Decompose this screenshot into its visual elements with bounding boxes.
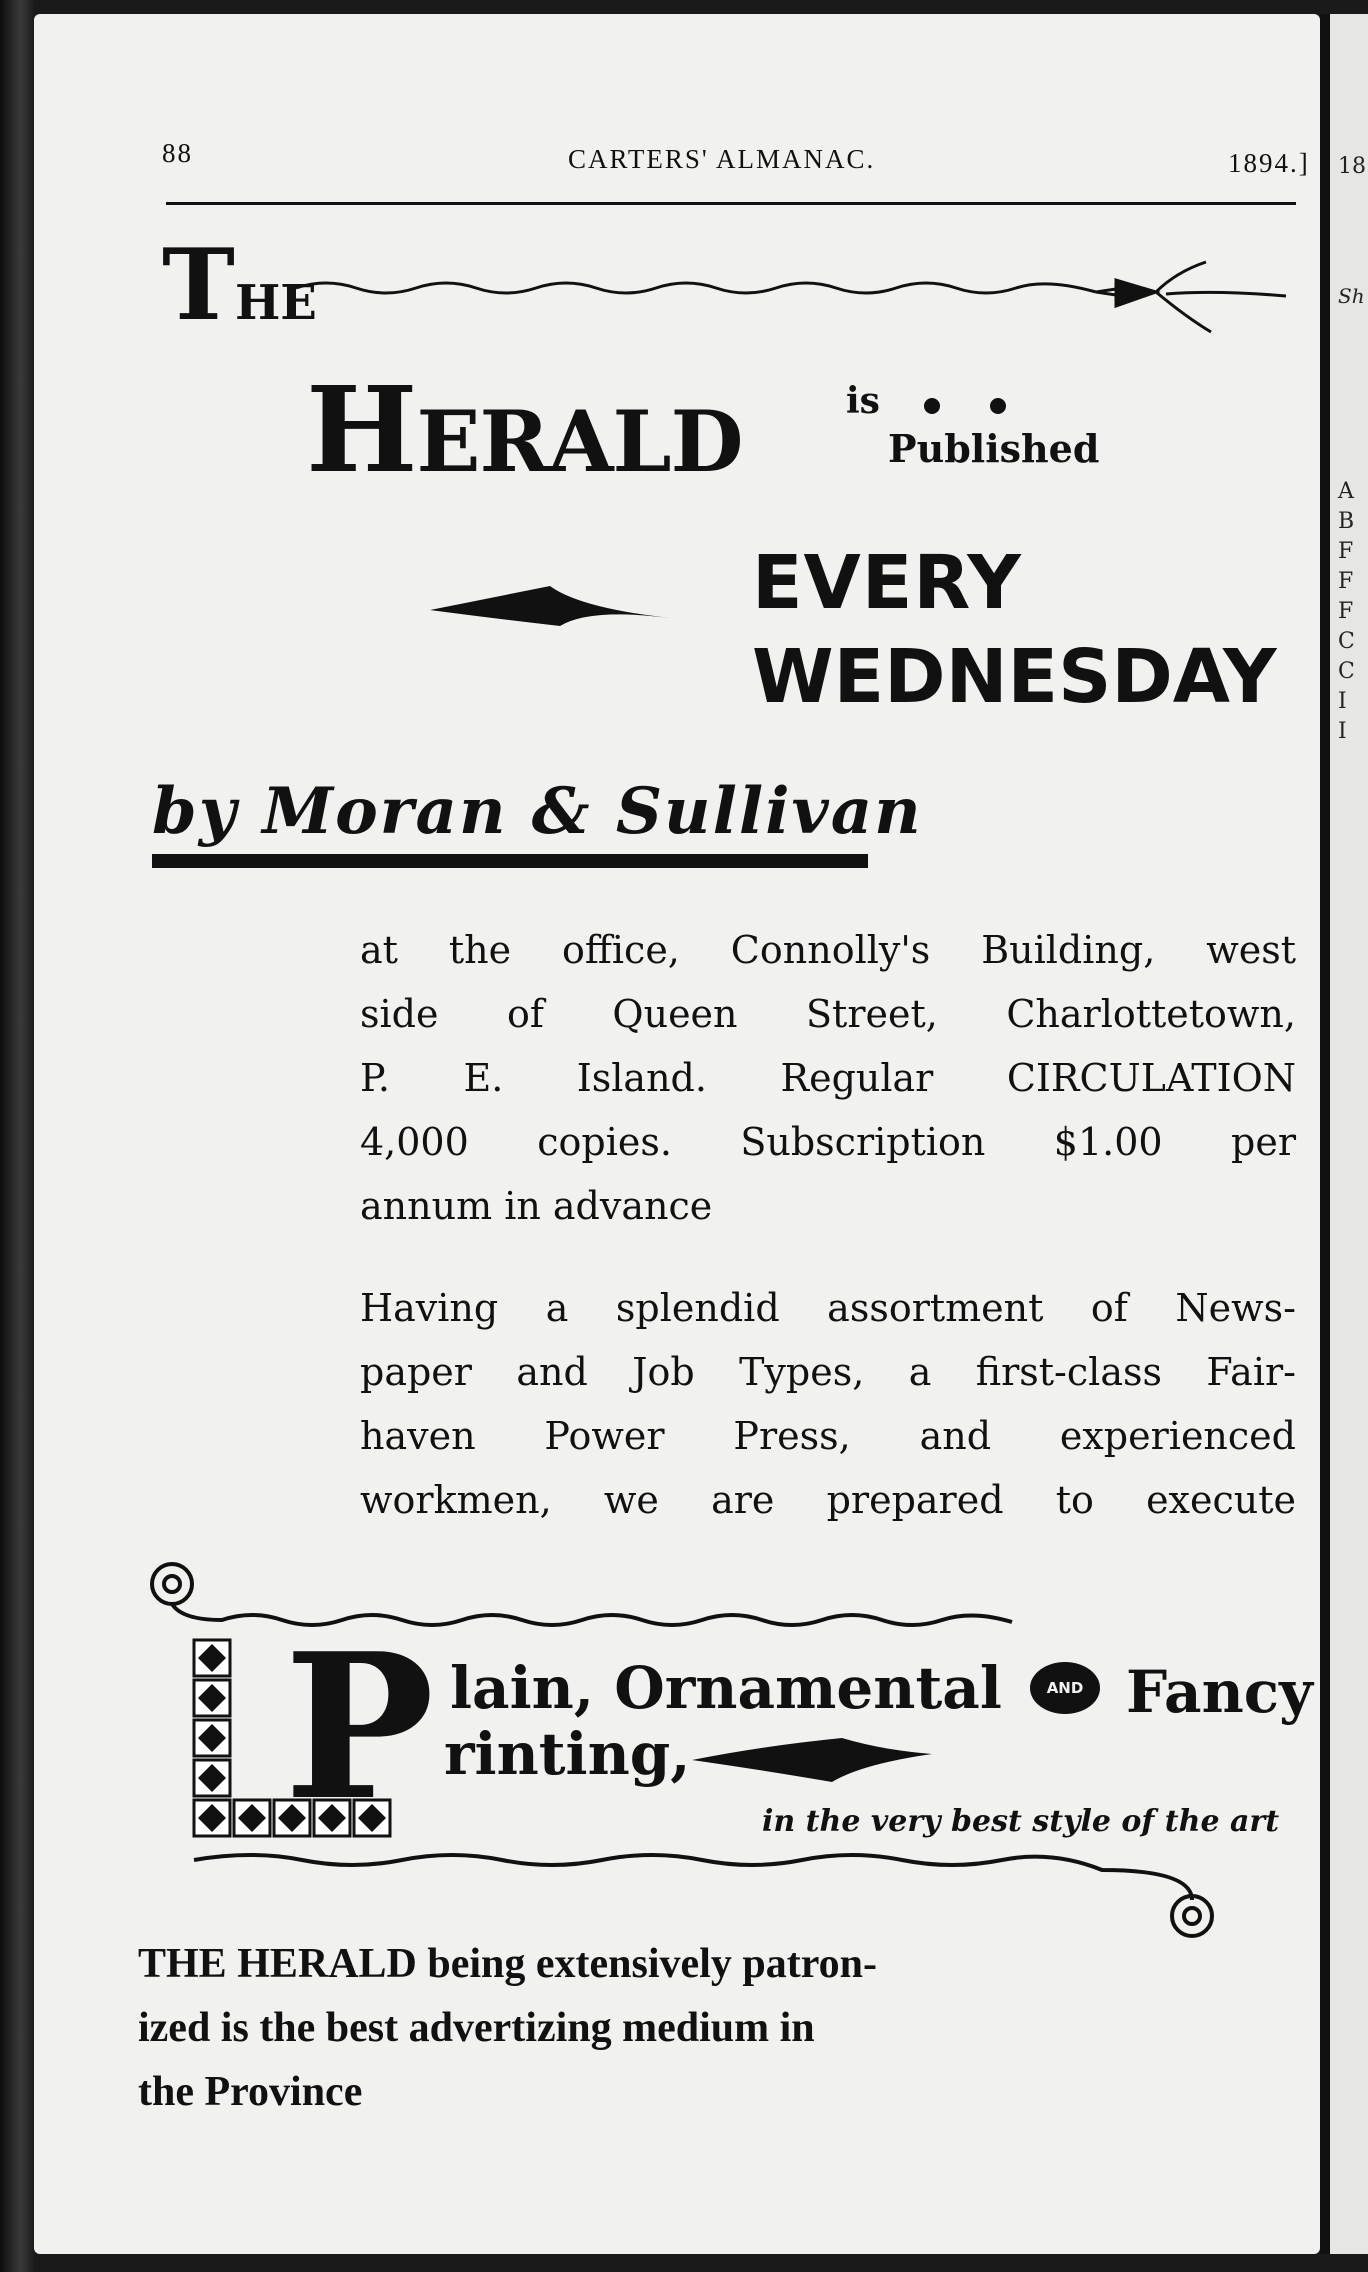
published-word: Published [888,426,1100,471]
circulation-paragraph [360,918,1296,1238]
adjacent-page-fragment: F [1338,599,1354,624]
header-rule [166,202,1296,205]
the-initial: T [162,228,235,343]
paragraph-line: Having a splendid assortment of News- [360,1286,1296,1330]
running-title: CARTERS' ALMANAC. [568,144,876,174]
adjacent-page-fragment: C [1338,659,1355,684]
printing-line2: rinting, [444,1720,691,1788]
closing-line: THE HERALD being extensively patron- [138,1941,877,1987]
paragraph-line: 4,000 copies. Subscription $1.00 per [360,1120,1296,1164]
adjacent-page-fragment: C [1338,629,1355,654]
adjacent-page-fragment: B [1338,509,1355,534]
paragraph-line: paper and Job Types, a first-class Fair- [360,1350,1296,1394]
adjacent-page-fragment: 18 [1338,154,1366,179]
and-badge-text: AND [1046,1679,1084,1697]
and-badge [1030,1662,1100,1714]
adjacent-page-fragment: I [1338,719,1347,744]
almanac-page [34,14,1320,2254]
masthead-the [162,228,317,343]
adjacent-page-fragment: I [1338,689,1347,714]
running-year: 1894.] [1228,148,1310,178]
herald-title [306,360,742,499]
paragraph-line: side of Queen Street, Charlottetown, [360,992,1296,1036]
printing-tagline: in the very best style of the art [762,1804,1280,1839]
signature-underline [152,854,868,868]
dot-leaders [918,394,1038,418]
equipment-paragraph [360,1276,1296,1532]
page-number: 88 [162,138,193,168]
herald-initial: H [306,360,417,499]
paragraph-line: workmen, we are prepared to execute [360,1478,1296,1522]
closing-line: ized is the best advertizing medium in [138,2005,815,2051]
every-label: EVERY [752,540,1022,626]
paragraph-line: at the office, Connolly's Building, west [360,928,1296,972]
paragraph-line: P. E. Island. Regular CIRCULATION [360,1056,1296,1100]
wavy-ornament-rule [296,242,1316,352]
is-word: is [846,380,880,422]
swash-ornament [430,578,670,638]
paragraph-line: haven Power Press, and experienced [360,1414,1296,1458]
wednesday-label: WEDNESDAY [752,634,1277,720]
adjacent-page-fragment: A [1338,479,1354,504]
paragraph-line: annum in advance [360,1184,713,1228]
printing-initial: P [284,1610,435,1845]
adjacent-page-fragment: Sh [1338,284,1365,308]
the-rest: HE [234,275,317,331]
printing-line1-b: Fancy [1126,1658,1313,1726]
closing-statement [138,1932,877,2124]
herald-rest: ERALD [416,392,743,491]
adjacent-page-fragment: F [1338,539,1354,564]
closing-line: the Province [138,2069,363,2115]
book-spine [0,0,34,2272]
publishers-signature: by Moran & Sullivan [152,774,923,849]
adjacent-page-fragment: F [1338,569,1354,594]
adjacent-page-edge [1320,14,1368,2254]
printing-line1-a: lain, Ornamental [450,1654,1002,1722]
